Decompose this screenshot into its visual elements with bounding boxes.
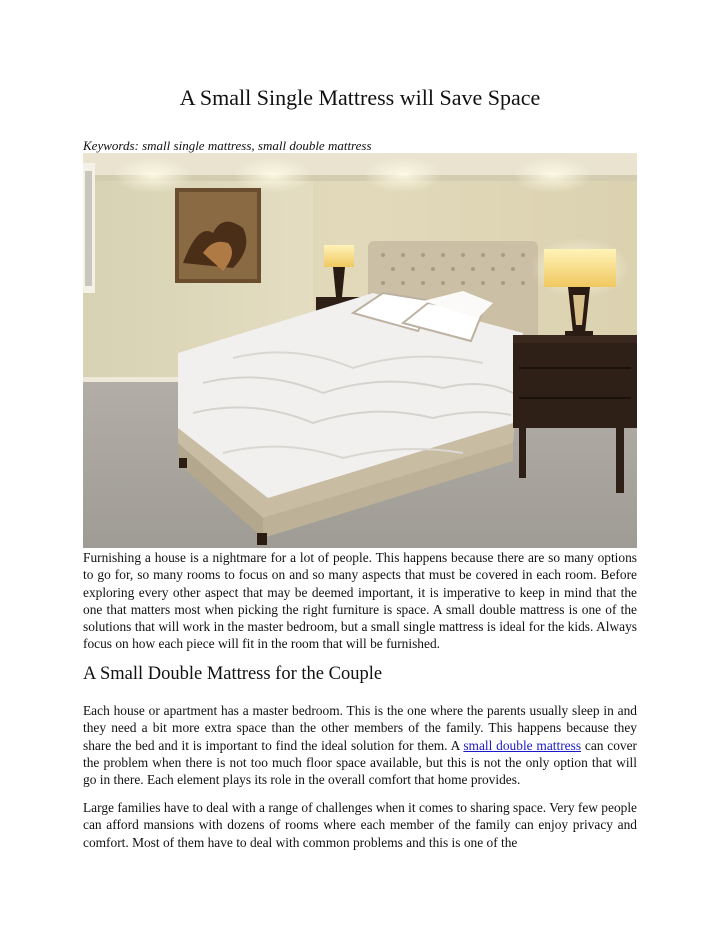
page-title: A Small Single Mattress will Save Space [179, 85, 541, 110]
bedroom-photo [83, 153, 637, 548]
paragraph-text-after-link: can cover the problem when there is not too much floor space available, but this is not the only option that will go in there. Each element plays its role in the overall comfort that home provides. [83, 737, 638, 788]
section-heading: A Small Double Mattress for the Couple [83, 664, 383, 684]
small-double-mattress-link[interactable]: small double mattress [463, 737, 582, 753]
keywords-line: Keywords: small single mattress, small double mattress [83, 138, 372, 153]
paragraph-text-before-link: Each house or apartment has a master bedroom. This is the one where the parents usually sleep in and they need a bit more extra space than the other members of the family. This happens because they share the bed and it is important to find the ideal solution for them. A [83, 703, 637, 753]
body-paragraph [83, 702, 637, 788]
body-paragraph-2: Large families have to deal with a range of challenges when it comes to sharing space. Very few people can afford mansions with dozens of rooms where each member of the family can enjoy privacy and comfort. Most of them have to deal with common problems and this is one of the [83, 800, 637, 850]
intro-paragraph: Furnishing a house is a nightmare for a lot of people. This happens because there are so many options to go for, so many rooms to focus on and so many aspects that must be covered in each room. Before exploring every other aspect that may be deemed important, it is imperative to keep in mind that the one that matters most when picking the right furniture is space. A small double mattress is one of the solutions that will work in the master bedroom, but a small single mattress is ideal for the kids. Always focus on how each piece will fit in the room that will be furnished. [83, 550, 637, 652]
